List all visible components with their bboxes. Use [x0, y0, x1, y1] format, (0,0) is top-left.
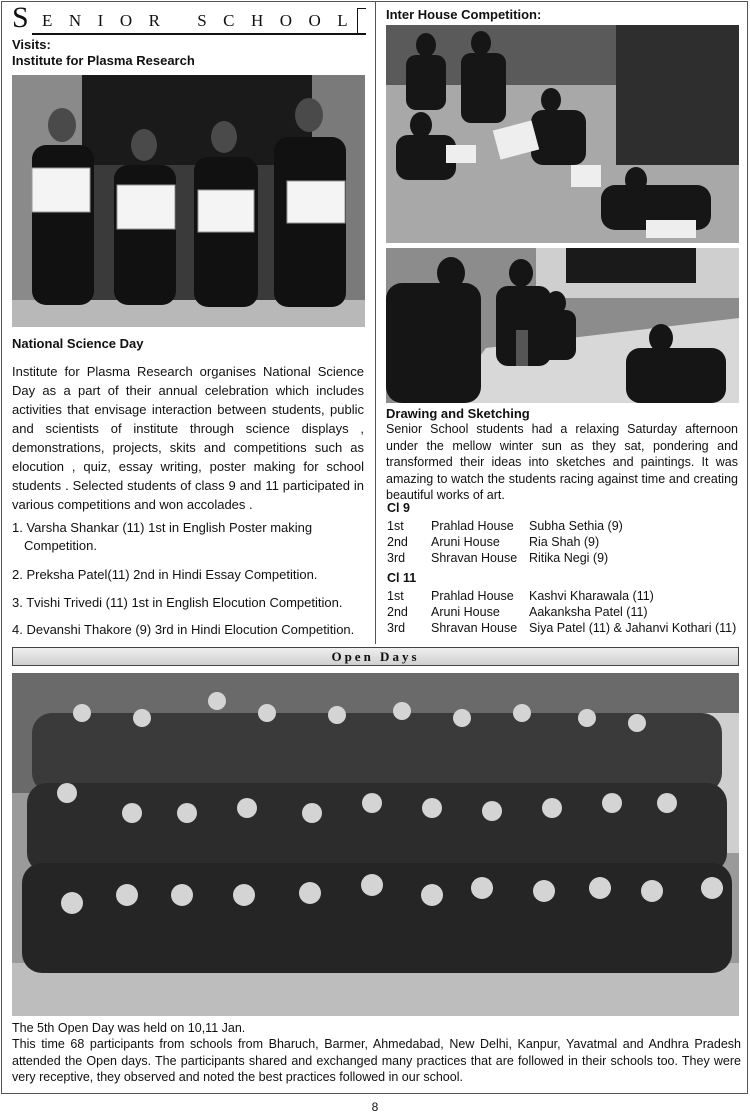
- title-underline: [32, 33, 366, 35]
- result-row: [387, 519, 747, 535]
- open-days-banner: Open Days: [12, 647, 739, 666]
- title-initial: S: [12, 1, 29, 34]
- open-days-line1: The 5th Open Day was held on 10,11 Jan.: [12, 1021, 246, 1035]
- open-days-paragraph: This time 68 participants from schools from Bharuch, Barmer, Ahmedabad, New Delhi, Kanpur, Yavatmal and Andhra Pradesh attended the Open days. The participants shared and exchanged many practices that are followed in their schools too. They were very receptive, they observed and noted the best practices followed in our school.: [12, 1037, 741, 1084]
- winner: Ria Shah (9): [529, 535, 600, 549]
- result-row: [387, 621, 747, 637]
- result-row: [387, 551, 747, 567]
- visit-place: Institute for Plasma Research: [12, 53, 195, 68]
- science-day-paragraph: Institute for Plasma Research organises National Science Day as a part of their annual celebration which includes activities that envisage interaction between students, public and scientists of institute through science displays , demonstrations, projects, skits and competitions such as elocution , quiz, essay writing, poster making for school students . Selected students of class 9 and 11 participated in various competitions and won accolades .: [12, 364, 364, 512]
- section-title: [12, 1, 366, 34]
- achievement-item: 1. Varsha Shankar (11) 1st in English Poster making Competition.: [12, 520, 313, 553]
- house: Prahlad House: [431, 519, 514, 533]
- rank: 3rd: [387, 551, 406, 565]
- rank: 2nd: [387, 605, 408, 619]
- class9-label: Cl 9: [387, 501, 410, 515]
- national-science-day-heading: National Science Day: [12, 336, 144, 351]
- rank: 1st: [387, 589, 404, 603]
- house: Prahlad House: [431, 589, 514, 603]
- house: Aruni House: [431, 605, 500, 619]
- class11-label: Cl 11: [387, 571, 417, 585]
- house: Shravan House: [431, 621, 518, 635]
- students-certificates-image: [12, 75, 365, 327]
- outdoor-drawing-image: [386, 25, 739, 243]
- title-text: ENIOR SCHOOL: [42, 11, 365, 30]
- group-image: [12, 673, 739, 1016]
- rank: 2nd: [387, 535, 408, 549]
- drawing-table-photo: [386, 248, 739, 403]
- winner: Aakanksha Patel (11): [529, 605, 648, 619]
- winner: Ritika Negi (9): [529, 551, 609, 565]
- achievement-item: 3. Tvishi Trivedi (11) 1st in English Elocution Competition.: [12, 595, 343, 610]
- drawing-table-image: [386, 248, 739, 403]
- drawing-paragraph: Senior School students had a relaxing Saturday afternoon under the mellow winter sun as they sat, pondering and transformed their ideas into sketches and paintings. It was amazing to watch the students racing against time and creating beautiful works of art.: [386, 422, 738, 502]
- achievement-item: 4. Devanshi Thakore (9) 3rd in Hindi Elocution Competition.: [12, 622, 355, 637]
- drawing-sketching-heading: Drawing and Sketching: [386, 406, 530, 421]
- result-row: [387, 605, 747, 621]
- house: Aruni House: [431, 535, 500, 549]
- house: Shravan House: [431, 551, 518, 565]
- rank: 1st: [387, 519, 404, 533]
- outdoor-drawing-photo: [386, 25, 739, 243]
- visits-label: Visits:: [12, 37, 51, 52]
- result-row: [387, 535, 747, 551]
- winner: Subha Sethia (9): [529, 519, 623, 533]
- students-certificates-photo: [12, 75, 365, 327]
- winner: Siya Patel (11) & Jahanvi Kothari (11): [529, 621, 737, 635]
- group-photo: [12, 673, 739, 1016]
- result-row: [387, 589, 747, 605]
- winner: Kashvi Kharawala (11): [529, 589, 654, 603]
- page-number: 8: [371, 1100, 379, 1114]
- rank: 3rd: [387, 621, 406, 635]
- title-bracket: [357, 8, 366, 34]
- achievement-item: 2. Preksha Patel(11) 2nd in Hindi Essay Competition.: [12, 567, 318, 582]
- inter-house-heading: Inter House Competition:: [386, 7, 542, 22]
